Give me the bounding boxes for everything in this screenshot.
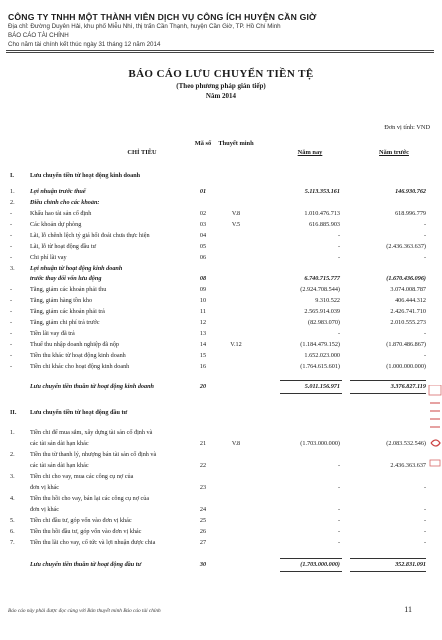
row-label: Thuế thu nhập doanh nghiệp đã nộp xyxy=(30,341,120,348)
row-code: 01 xyxy=(199,188,207,195)
subtotal-underline xyxy=(350,393,426,394)
row-label: Lưu chuyển tiền thuần từ hoạt động đầu tư xyxy=(30,561,142,568)
subtotal-line xyxy=(280,380,342,381)
table-row xyxy=(0,232,442,243)
row-code: 20 xyxy=(199,383,207,390)
table-row xyxy=(0,221,442,232)
row-label: Lưu chuyển tiền từ hoạt động đầu tư xyxy=(30,409,128,416)
row-label: Tiền thu từ thanh lý, nhượng bán tài sản cố định và xyxy=(30,451,157,458)
row-previous-value: - xyxy=(423,330,426,337)
row-number: - xyxy=(10,352,13,359)
table-row xyxy=(0,308,442,319)
row-number: - xyxy=(10,330,13,337)
subtotal-underline xyxy=(280,393,342,394)
row-label: Lưu chuyển tiền thuần từ hoạt động kinh doanh xyxy=(30,383,154,390)
company-name: CÔNG TY TNHH MỘT THÀNH VIÊN DỊCH VỤ CÔNG ÍCH HUYỆN CẦN GIỜ xyxy=(8,12,317,22)
row-label: Tăng, giảm các khoản phải trả xyxy=(30,308,105,315)
row-previous-value: - xyxy=(423,232,426,239)
header-divider-2 xyxy=(6,52,434,53)
row-label: Tiền thu hồi đầu tư, góp vốn vào đơn vị khác xyxy=(30,528,142,535)
statement-title: BÁO CÁO LƯU CHUYỂN TIỀN TỆ xyxy=(128,68,314,80)
row-label: các tài sản dài hạn khác xyxy=(30,462,89,469)
table-row xyxy=(0,188,442,199)
row-note: V.5 xyxy=(231,221,241,228)
row-number: 2. xyxy=(10,451,15,458)
row-current-value: 1.010.476.713 xyxy=(304,210,340,217)
row-label: Khấu hao tài sản cố định xyxy=(30,210,92,217)
col-indicator: CHỈ TIÊU xyxy=(127,149,157,156)
page-number: 11 xyxy=(404,605,412,614)
table-row xyxy=(0,363,442,374)
table-row xyxy=(0,462,442,473)
row-label: Các khoản dự phòng xyxy=(30,221,82,228)
row-code: 03 xyxy=(199,221,207,228)
row-label: Tăng, giảm chi phí trả trước xyxy=(30,319,100,326)
row-current-value: 1.652.023.000 xyxy=(304,352,340,359)
row-number: - xyxy=(10,363,13,370)
row-number: I. xyxy=(10,172,14,179)
row-label: Tiền thu lãi cho vay, cổ tức và lợi nhuận được chia xyxy=(30,539,156,546)
row-current-value: (1.703.000.000) xyxy=(300,440,340,447)
row-label: Lãi, lỗ từ hoạt động đầu tư xyxy=(30,243,96,250)
table-row xyxy=(0,297,442,308)
row-note: V.12 xyxy=(230,341,242,348)
row-number: - xyxy=(10,308,13,315)
row-current-value: - xyxy=(337,528,340,535)
row-label: Tiền chi đầu tư, góp vốn vào đơn vị khác xyxy=(30,517,132,524)
row-number: 1. xyxy=(10,429,15,436)
row-number: - xyxy=(10,243,13,250)
row-current-value: - xyxy=(337,254,340,261)
currency-unit: Đơn vị tính: VND xyxy=(384,124,430,131)
row-current-value: - xyxy=(337,484,340,491)
row-code: 06 xyxy=(199,254,207,261)
row-code: 24 xyxy=(199,506,207,513)
row-label: Lưu chuyển tiền từ hoạt động kinh doanh xyxy=(30,172,141,179)
row-previous-value: 3.074.008.787 xyxy=(390,286,426,293)
row-current-value: (2.924.708.544) xyxy=(300,286,340,293)
row-label: trước thay đổi vốn lưu động xyxy=(30,275,102,282)
row-label: Lãi, lỗ chênh lệch tỷ giá hối đoái chưa thực hiện xyxy=(30,232,150,239)
report-period: Cho năm tài chính kết thúc ngày 31 tháng 12 năm 2014 xyxy=(8,41,161,48)
row-label: Tiền chi cho vay, mua các công cụ nợ của xyxy=(30,473,134,480)
row-current-value: 2.565.914.039 xyxy=(304,308,340,315)
row-current-value: 5.113.353.161 xyxy=(304,188,340,195)
row-number: - xyxy=(10,341,13,348)
footer-note: Báo cáo này phải được đọc cùng với Bản thuyết minh Báo cáo tài chính xyxy=(8,608,161,614)
table-row xyxy=(0,484,442,495)
row-label: Tăng, giảm các khoản phải thu xyxy=(30,286,107,293)
row-number: - xyxy=(10,210,13,217)
company-address: Địa chỉ: Đường Duyên Hải, khu phố Miễu Nhì, thị trấn Cần Thạnh, huyện Cần Giờ, TP. Hồ Chí Minh xyxy=(8,23,281,30)
row-code: 13 xyxy=(199,330,207,337)
row-previous-value: - xyxy=(423,254,426,261)
row-code: 10 xyxy=(199,297,207,304)
row-number: - xyxy=(10,297,13,304)
row-previous-value: - xyxy=(423,221,426,228)
row-number: 3. xyxy=(10,473,15,480)
row-current-value: - xyxy=(337,462,340,469)
row-code: 27 xyxy=(199,539,207,546)
row-label: Tiền chi khác cho hoạt động kinh doanh xyxy=(30,363,130,370)
row-code: 14 xyxy=(199,341,207,348)
row-current-value: (82.983.070) xyxy=(308,319,340,326)
row-code: 22 xyxy=(199,462,207,469)
row-code: 26 xyxy=(199,528,207,535)
row-previous-value: - xyxy=(423,352,426,359)
row-previous-value: - xyxy=(423,528,426,535)
row-current-value: - xyxy=(337,232,340,239)
row-previous-value: - xyxy=(423,506,426,513)
row-code: 05 xyxy=(199,243,207,250)
row-previous-value: 2.436.363.637 xyxy=(390,462,426,469)
row-current-value: - xyxy=(337,330,340,337)
row-previous-value: - xyxy=(423,517,426,524)
row-number: 6. xyxy=(10,528,15,535)
statement-method: (Theo phương pháp gián tiếp) xyxy=(176,82,266,90)
row-number: 4. xyxy=(10,495,15,502)
row-label: đơn vị khác xyxy=(30,506,60,513)
row-code: 09 xyxy=(199,286,207,293)
row-note: V.8 xyxy=(231,210,241,217)
table-row xyxy=(0,210,442,221)
row-current-value: - xyxy=(337,539,340,546)
row-current-value: (1.703.000.000) xyxy=(300,561,340,568)
col-code: Mã số xyxy=(194,140,212,147)
subtotal-underline xyxy=(280,571,342,572)
row-current-value: - xyxy=(337,243,340,250)
row-code: 16 xyxy=(199,363,207,370)
table-row xyxy=(0,243,442,254)
row-label: các tài sản dài hạn khác xyxy=(30,440,89,447)
row-current-value: 616.885.903 xyxy=(309,221,340,228)
subtotal-line xyxy=(350,380,426,381)
row-current-value: - xyxy=(337,517,340,524)
row-current-value: 5.011.156.971 xyxy=(304,383,340,390)
table-row xyxy=(0,254,442,265)
table-row xyxy=(0,409,442,420)
subtotal-underline xyxy=(350,571,426,572)
row-previous-value: (2.436.363.637) xyxy=(386,243,426,250)
row-current-value: (1.184.479.152) xyxy=(300,341,340,348)
row-previous-value: 3.376.827.119 xyxy=(390,383,426,390)
row-code: 30 xyxy=(199,561,207,568)
table-row xyxy=(0,517,442,528)
row-previous-value: (1.870.486.867) xyxy=(386,341,426,348)
row-number: - xyxy=(10,221,13,228)
row-previous-value: - xyxy=(423,539,426,546)
row-code: 04 xyxy=(199,232,207,239)
row-number: 2. xyxy=(10,199,15,206)
table-row xyxy=(0,495,442,506)
row-previous-value: 2.426.741.710 xyxy=(390,308,426,315)
row-current-value: 6.740.715.777 xyxy=(304,275,340,282)
row-label: Tiền chi để mua sắm, xây dựng tài sản cố định và xyxy=(30,429,153,436)
statement-year: Năm 2014 xyxy=(205,92,237,100)
table-row xyxy=(0,506,442,517)
row-previous-value: 352.831.091 xyxy=(395,561,426,568)
row-label: đơn vị khác xyxy=(30,484,60,491)
row-code: 11 xyxy=(200,308,206,315)
row-label: Lợi nhuận trước thuế xyxy=(30,188,86,195)
row-previous-value: 406.444.312 xyxy=(395,297,426,304)
stamp-mark xyxy=(428,385,442,488)
row-number: - xyxy=(10,232,13,239)
row-number: - xyxy=(10,254,13,261)
row-code: 15 xyxy=(199,352,207,359)
row-previous-value: - xyxy=(423,484,426,491)
table-row xyxy=(0,286,442,297)
table-row xyxy=(0,319,442,330)
row-previous-value: (1.670.436.096) xyxy=(386,275,426,282)
row-label: Chi phí lãi vay xyxy=(30,254,67,261)
row-label: Lợi nhuận từ hoạt động kinh doanh xyxy=(30,265,123,272)
subtotal-line xyxy=(350,558,426,559)
table-row xyxy=(0,352,442,363)
row-code: 25 xyxy=(199,517,207,524)
row-previous-value: 146.930.762 xyxy=(395,188,426,195)
row-label: Điều chỉnh cho các khoản: xyxy=(30,199,100,206)
row-number: - xyxy=(10,319,13,326)
row-number: - xyxy=(10,286,13,293)
row-label: Tiền lãi vay đã trả xyxy=(30,330,75,337)
row-current-value: 9.310.522 xyxy=(315,297,340,304)
row-code: 23 xyxy=(199,484,207,491)
col-previous-year: Năm trước xyxy=(379,149,409,156)
row-number: 5. xyxy=(10,517,15,524)
table-row xyxy=(0,451,442,462)
row-current-value: (1.764.615.601) xyxy=(300,363,340,370)
header-divider xyxy=(6,50,434,51)
table-row xyxy=(0,473,442,484)
row-label: Tăng, giảm hàng tồn kho xyxy=(30,297,93,304)
table-row xyxy=(0,275,442,286)
table-row xyxy=(0,440,442,451)
row-previous-value: 618.996.779 xyxy=(395,210,426,217)
col-note: Thuyết minh xyxy=(218,140,254,147)
row-number: 1. xyxy=(10,188,15,195)
table-row xyxy=(0,429,442,440)
table-row xyxy=(0,330,442,341)
row-code: 08 xyxy=(199,275,207,282)
row-previous-value: (1.000.000.000) xyxy=(386,363,426,370)
row-code: 02 xyxy=(199,210,207,217)
subtotal-line xyxy=(280,558,342,559)
row-code: 21 xyxy=(199,440,207,447)
row-label: Tiền thu khác từ hoạt động kinh doanh xyxy=(30,352,126,359)
table-row xyxy=(0,199,442,210)
row-code: 12 xyxy=(199,319,207,326)
table-row xyxy=(0,341,442,352)
col-current-year: Năm nay xyxy=(297,149,323,156)
row-note: V.8 xyxy=(231,440,241,447)
row-label: Tiền thu hồi cho vay, bán lại các công cụ nợ của xyxy=(30,495,150,502)
table-row xyxy=(0,528,442,539)
row-number: 7. xyxy=(10,539,15,546)
report-type: BÁO CÁO TÀI CHÍNH xyxy=(8,32,69,39)
table-row xyxy=(0,172,442,183)
table-row xyxy=(0,539,442,550)
row-number: 3. xyxy=(10,265,15,272)
row-current-value: - xyxy=(337,506,340,513)
row-number: II. xyxy=(10,409,17,416)
row-previous-value: (2.083.532.546) xyxy=(386,440,426,447)
row-previous-value: 2.010.555.273 xyxy=(390,319,426,326)
